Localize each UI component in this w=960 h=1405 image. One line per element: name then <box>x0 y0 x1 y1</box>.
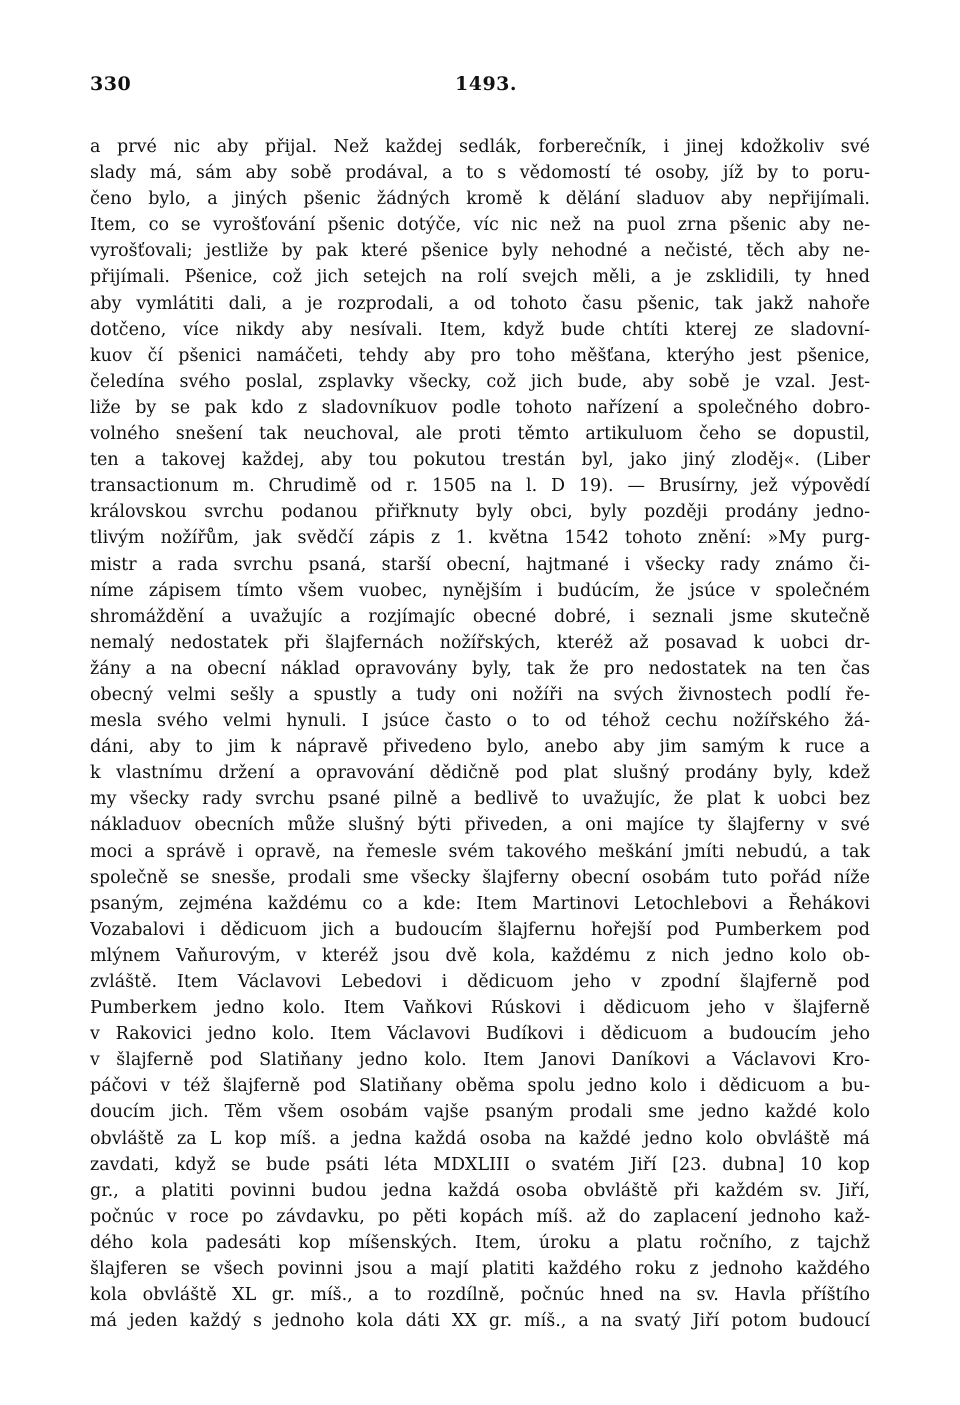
text-line: tlivým nožířům, jak svědčí zápis z 1. května 1542 tohoto znění: »My purg- <box>90 528 870 549</box>
text-line: obvláště za L kop míš. a jedna každá osoba na každé jedno kolo obvláště má <box>90 1128 870 1149</box>
text-line: mesla svého velmi hynuli. I jsúce často o to od téhož cechu nožířského žá- <box>90 711 870 732</box>
page-header <box>90 73 870 97</box>
page-number: 330 <box>90 73 132 95</box>
text-line: čeledína svého poslal, zsplavky všecky, což jich bude, aby sobě je vzal. Jest- <box>90 371 870 392</box>
text-line: kuov čí pšenici namáčeti, tehdy aby pro toho měšťana, kterýho jest pšenice, <box>90 345 870 366</box>
text-line: k vlastnímu držení a opravování dědičně pod plat slušný prodány byly, kdež <box>90 763 870 784</box>
text-line: v Rakovici jedno kolo. Item Václavovi Budíkovi i dědicuom a budoucím jeho <box>90 1024 870 1045</box>
text-line: aby vymlátiti dali, a je rozprodali, a od tohoto času pšenic, tak jakž nahoře <box>90 293 870 314</box>
text-line: v šlajferně pod Slatiňany jedno kolo. Item Janovi Daníkovi a Václavovi Kro- <box>90 1050 870 1071</box>
text-line: Pumberkem jedno kolo. Item Vaňkovi Rúskovi i dědicuom jeho v šlajferně <box>90 998 870 1019</box>
text-line-italic: královskou svrchu podanou přiřknuty byly obci, byly později prodány jedno- <box>90 502 870 523</box>
text-line: páčovi v též šlajferně pod Slatiňany oběma spolu jedno kolo i dědicuom a bu- <box>90 1076 870 1097</box>
text-line: dotčeno, více nikdy aby nesívali. Item, když bude chtíti kterej ze sladovní- <box>90 319 870 340</box>
text-line: mlýnem Vaňurovým, v kteréž jsou dvě kola, každému z nich jedno kolo ob- <box>90 945 870 966</box>
text-line: čeno bylo, a jiných pšenic žádných kromě k dělání sladuov aby nepřijímali. <box>90 189 870 210</box>
text-line: psaným, zejména každému co a kde: Item Martinovi Letochlebovi a Řehákovi <box>90 893 870 914</box>
text-line: dáni, aby to jim k nápravě přivedeno bylo, anebo aby jim samým k ruce a <box>90 737 870 758</box>
text-line: zvláště. Item Václavovi Lebedovi i dědicuom jeho v zpodní šlajferně pod <box>90 972 870 992</box>
text-line: zavdati, když se bude psáti léta MDXLIII o svatém Jiří [23. dubna] 10 kop <box>90 1154 870 1175</box>
text-line: mistr a rada svrchu psaná, starší obecní, hajtmané i všecky rady známo či- <box>90 554 870 575</box>
text-line: má jeden každý s jednoho kola dáti XX gr. míš., a na svatý Jiří potom budoucí <box>90 1311 870 1332</box>
text-line: vyrošťovali; jestliže by pak které pšenice byly nehodné a nečisté, těch aby ne- <box>90 241 870 262</box>
text-line: Item, co se vyrošťování pšenic dotýče, víc nic než na puol zrna pšenic aby ne- <box>90 215 870 236</box>
text-line: dého kola padesáti kop míšenských. Item, úroku a platu ročního, z tajchž <box>90 1232 870 1253</box>
text-line: Vozabalovi i dědicuom jich a budoucím šlajfernu hořejší pod Pumberkem pod <box>90 919 870 940</box>
text-line-italic: transactionum m. Chrudimě od r. 1505 na l. D 19). — Brusírny, jež výpovědí <box>90 476 870 497</box>
text-line: shromáždění a uvažujíc a rozjímajíc obecné dobré, i seznali jsme skutečně <box>90 606 870 627</box>
text-line: žány a na obecní náklad opravovány byly, tak že pro nedostatek na ten čas <box>90 658 870 679</box>
text-line: přijímali. Pšenice, což jich setejch na rolí svejch měli, a je zsklidili, ty hned <box>90 267 870 288</box>
text-line: šlajferen se všech povinni jsou a mají platiti každého roku z jednoho každého <box>90 1259 870 1280</box>
text-line: doucím jich. Těm všem osobám vajše psaným prodali sme jedno každé kolo <box>90 1102 870 1123</box>
text-line: volného snešení tak neuchoval, ale proti těmto artikuluom čeho se dopustil, <box>90 424 870 445</box>
text-line: obecný velmi sešly a spustly a tudy oni nožíři na svých živnostech podlí ře- <box>90 684 870 705</box>
text-line: slady má, sám aby sobě prodával, a to s vědomostí té osoby, jíž by to poru- <box>90 163 870 184</box>
text-line: a prvé nic aby přijal. Než každej sedlák, forberečník, i jinej kdožkoliv své <box>90 137 870 157</box>
text-line: níme zápisem tímto všem vuobec, nynějším i budúcím, že jsúce v společném <box>90 580 870 601</box>
text-line: ten a takovej každej, aby tou pokutou trestán byl, jako jiný zloděj«. (Liber <box>90 450 870 471</box>
running-head-year: 1493. <box>455 73 517 95</box>
text-line: gr., a platiti povinni budou jedna každá osoba obvláště při každém sv. Jiří, <box>90 1180 870 1201</box>
text-line: nákladuov obecních může slušný býti přiveden, a oni majíce ty šlajferny v své <box>90 815 870 836</box>
text-line: společně se snesše, prodali sme všecky šlajferny obecní osobám tuto pořád níže <box>90 867 870 888</box>
text-line: my všecky rady svrchu psané pilně a bedlivě to uvažujíc, že plat k uobci bez <box>90 789 870 810</box>
text-line: moci a správě i opravě, na řemesle svém takového meškání jmíti nebudú, a tak <box>90 841 870 862</box>
text-line: liže by se pak kdo z sladovníkuov podle tohoto nařízení a společného dobro- <box>90 397 870 418</box>
text-line: nemalý nedostatek při šlajfernách nožířských, kteréž až posavad k uobci dr- <box>90 632 870 653</box>
body-text <box>90 134 870 1334</box>
text-line: počnúc v roce po závdavku, po pěti kopách míš. až do zaplacení jednoho kaž- <box>90 1206 870 1227</box>
text-line: kola obvláště XL gr. míš., a to rozdílně, počnúc hned na sv. Havla příštího <box>90 1285 870 1306</box>
